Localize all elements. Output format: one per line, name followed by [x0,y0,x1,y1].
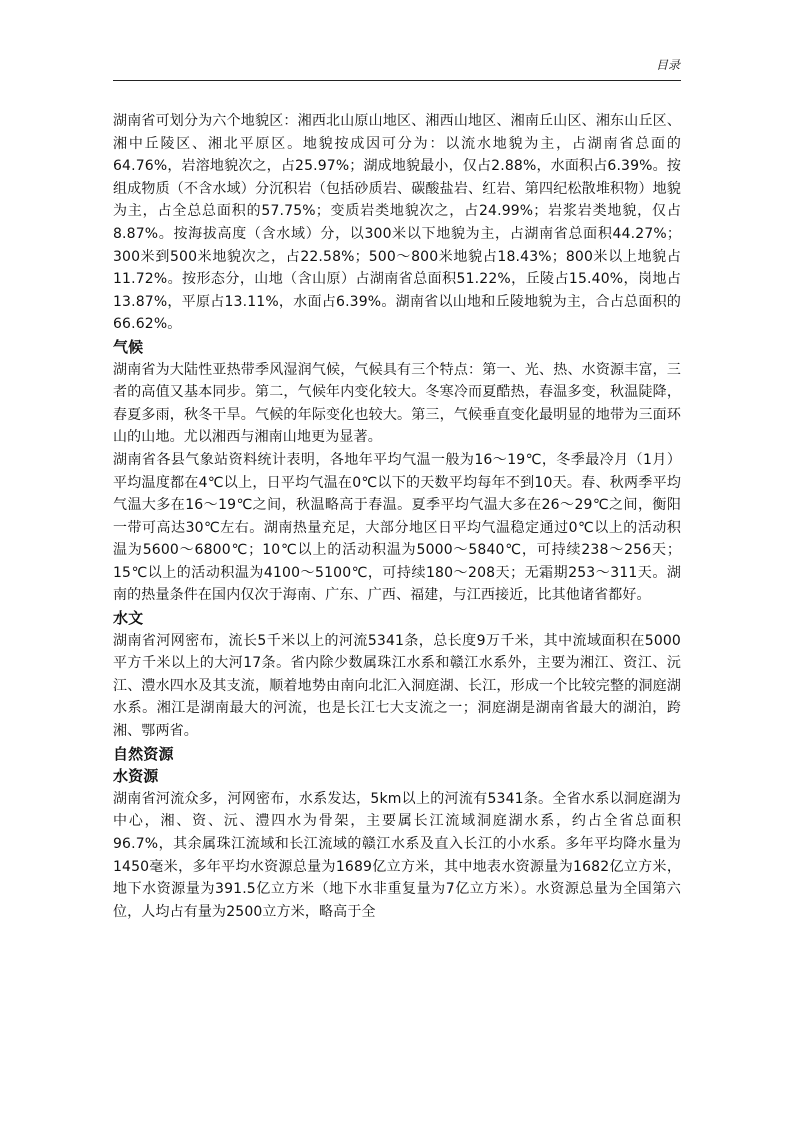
hydrology-paragraph: 湖南省河网密布，流长5千米以上的河流5341条，总长度9万千米，其中流域面积在5000平方千米以上的大河17条。省内除少数属珠江水系和赣江水系外，主要为湘江、资江、沅江、澧水四水及其支流，顺着地势由南向北汇入洞庭湖、长江，形成一个比较完整的洞庭湖水系。湘江是湖南最大的河流，也是长江七大支流之一；洞庭湖是湖南省最大的湖泊，跨湘、鄂两省。 [113,632,681,740]
document-body [113,110,681,923]
resources-heading: 自然资源 [113,744,174,763]
hydrology-heading: 水文 [113,609,144,628]
climate-paragraph-1: 湖南省为大陆性亚热带季风湿润气候，气候具有三个特点：第一、光、热、水资源丰富，三者的高值又基本同步。第二，气候年内变化较大。冬寒冷而夏酷热，春温多变，秋温陡降，春夏多雨，秋冬干旱。气候的年际变化也较大。第三，气候垂直变化最明显的地带为三面环山的山地。尤以湘西与湘南山地更为显著。 [113,361,681,446]
landforms-paragraph: 湖南省可划分为六个地貌区：湘西北山原山地区、湘西山地区、湘南丘山区、湘东山丘区、湘中丘陵区、湘北平原区。地貌按成因可分为：以流水地貌为主，占湖南省总面的64.76%，岩溶地貌次之，占25.97%；湖成地貌最小，仅占2.88%，水面积占6.39%。按组成物质（不含水域）分沉积岩（包括砂质岩、碳酸盐岩、红岩、第四纪松散堆积物）地貌为主，占全总总面积的57.75%；变质岩类地貌次之，占24.99%；岩浆岩类地貌，仅占8.87%。按海拔高度（含水域）分，以300米以下地貌为主，占湖南省总面积44.27%；300米到500米地貌次之，占22.58%；500～800米地貌占18.43%；800米以上地貌占11.72%。按形态分，山地（含山原）占湖南省总面积51.22%，丘陵占15.40%，岗地占13.87%，平原占13.11%，水面占6.39%。湖南省以山地和丘陵地貌为主，合占总面积的66.62%。 [113,113,681,333]
water-resources-paragraph: 湖南省河流众多，河网密布，水系发达，5km以上的河流有5341条。全省水系以洞庭湖为中心，湘、资、沅、澧四水为骨架，主要属长江流域洞庭湖水系，约占全省总面积96.7%，其余属珠江流域和长江流域的赣江水系及直入长江的小水系。多年平均降水量为1450毫米，多年平均水资源总量为1689亿立方米，其中地表水资源量为1682亿立方米，地下水资源量为391.5亿立方米（地下水非重复量为7亿立方米）。水资源总量为全国第六位，人均占有量为2500立方米，略高于全 [113,790,681,920]
header-label: 目录 [655,58,680,72]
header-rule [113,80,681,81]
water-resources-heading: 水资源 [113,767,159,786]
climate-paragraph-2: 湖南省各县气象站资料统计表明，各地年平均气温一般为16～19℃，冬季最冷月（1月）平均温度都在4℃以上，日平均气温在0℃以下的天数平均每年不到10天。春、秋两季平均气温大多在16～19℃之间，秋温略高于春温。夏季平均气温大多在26～29℃之间，衡阳一带可高达30℃左右。湖南热量充足，大部分地区日平均气温稳定通过0℃以上的活动积温为5600～6800℃；10℃以上的活动积温为5000～5840℃，可持续238～256天；15℃以上的活动积温为4100～5100℃，可持续180～208天；无霜期253～311天。湖南的热量条件在国内仅次于海南、广东、广西、福建，与江西接近，比其他诸省都好。 [113,451,681,604]
climate-heading: 气候 [113,337,144,356]
